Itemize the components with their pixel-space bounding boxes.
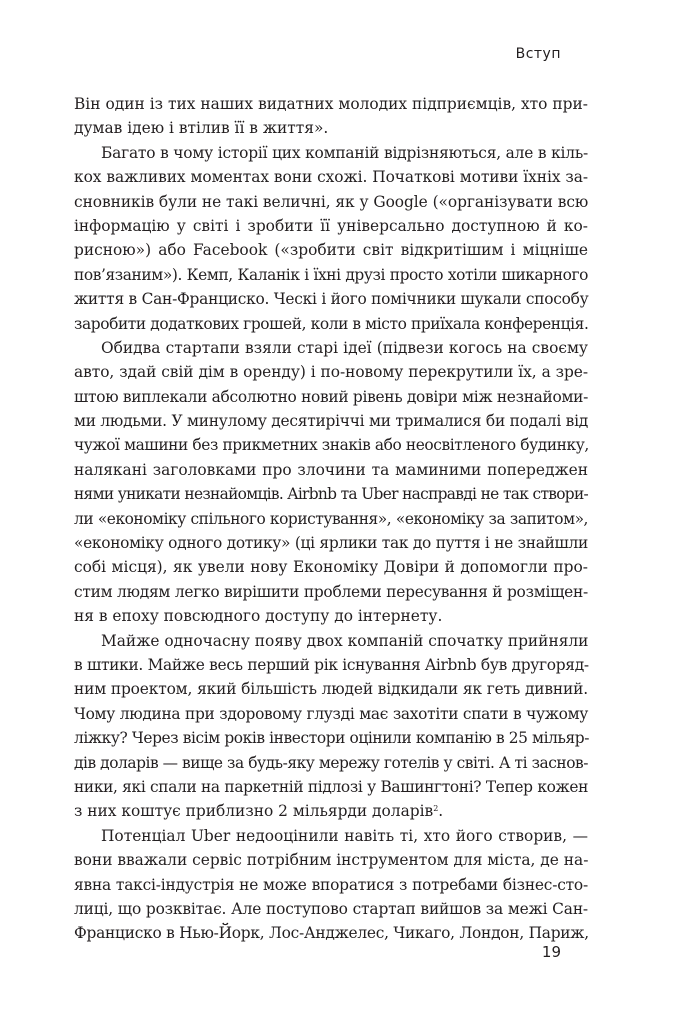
text-line	[74, 214, 588, 238]
text-line	[74, 458, 588, 482]
text-line	[74, 580, 588, 604]
text-line-content: собі місця), як увели нову Економіку Довіри й допомогли про-	[74, 558, 588, 577]
text-line	[74, 287, 588, 311]
text-line	[74, 848, 588, 872]
text-line	[74, 433, 588, 457]
text-line	[74, 141, 588, 165]
text-line-content: ники, які спали на паркетній підлозі у Вашингтоні? Тепер кожен	[74, 777, 588, 796]
text-line	[74, 751, 588, 775]
text-line-content: «економіку одного дотику» (ці ярлики так до пуття і не знайшли	[74, 534, 588, 553]
text-line-content: пов’язаним»). Кемп, Каланік і їхні друзі просто хотіли шикарного	[74, 265, 588, 284]
text-line	[74, 653, 588, 677]
text-line-content: Він один із тих наших видатних молодих підприємців, хто при-	[74, 95, 588, 113]
text-line	[74, 555, 588, 579]
text-line	[74, 873, 588, 897]
text-line	[74, 360, 588, 384]
text-line-content: вони вважали сервіс потрібним інструментом для міста, де на-	[74, 851, 589, 870]
text-line-content: Франциско в Нью-Йорк, Лос-Анджелес, Чикаго, Лондон, Париж,	[74, 924, 589, 943]
text-line	[74, 604, 588, 628]
text-line-content: Багато в чому історії цих компаній відрізняються, але в кіль-	[101, 143, 588, 162]
text-line	[74, 702, 588, 726]
text-line-content: ним проектом, який більшість людей відкидали як геть дивний.	[74, 680, 588, 699]
text-line	[74, 336, 588, 360]
text-line-content: налякані заголовками про злочини та маминими попереджен	[74, 460, 588, 479]
text-line	[74, 92, 588, 116]
text-line	[74, 409, 588, 433]
text-line	[74, 726, 588, 750]
text-line-content: авто, здай свій дім в оренду) і по-новому перекрутили їх, а зре-	[74, 363, 588, 382]
text-line-content: нями уникати незнайомців. Airbnb та Uber насправді не так створи-	[74, 485, 588, 504]
text-line-content: лиці, що розквітає. Але поступово стартап вийшов за межі Сан-	[74, 899, 588, 918]
text-line-content: в штики. Майже весь перший рік існування Airbnb був другоряд-	[74, 655, 589, 674]
text-line	[74, 190, 588, 214]
text-line-content: з них коштує приблизно 2 мільярди доларів	[74, 802, 434, 821]
text-line	[74, 263, 588, 287]
text-line	[74, 385, 588, 409]
text-line-content: сновників були не такі величні, як у Google («організувати всю	[74, 192, 589, 211]
text-line-content: ми людьми. У минулому десятиріччі ми трималися би подалі від	[74, 412, 588, 431]
text-line	[74, 799, 588, 823]
text-line-content: явна таксі-індустрія не може впоратися з потребами бізнес-сто-	[74, 875, 588, 894]
text-line	[74, 238, 588, 262]
body-text	[74, 92, 588, 946]
text-line	[74, 482, 588, 506]
text-line	[74, 507, 588, 531]
text-line-content: штою виплекали абсолютно новий рівень довіри між незнайоми-	[74, 387, 588, 406]
text-line	[74, 629, 588, 653]
text-line-content: ня в епоху повсюдного доступу до інтернету.	[74, 607, 443, 626]
text-line-content: дів доларів — вище за будь-яку мережу готелів у світі. А ті заснов-	[74, 753, 588, 772]
text-line-content: чужої машини без прикметних знаків або неосвітленого будинку,	[74, 436, 589, 455]
text-line	[74, 312, 588, 336]
text-line	[74, 775, 588, 799]
text-line-content: Обидва стартапи взяли старі ідеї (підвези когось на своєму	[101, 338, 588, 357]
text-line	[74, 116, 588, 140]
text-line-content: ліжку? Через вісім років інвестори оцінили компанію в 25 мільяр-	[74, 729, 590, 748]
running-header-section-title: Вступ	[515, 46, 561, 62]
text-line	[74, 165, 588, 189]
text-line	[74, 531, 588, 555]
text-line-content: стим людям легко вирішити проблеми пересування й розміщен-	[74, 582, 588, 601]
text-line-content: заробити додаткових грошей, коли в місто приїхала конференція.	[74, 314, 589, 333]
text-line-tail: .	[438, 802, 444, 821]
text-line	[74, 921, 588, 945]
text-line-content: ли «економіку спільного користування», «економіку за запитом»,	[74, 509, 588, 528]
text-line	[74, 677, 588, 701]
text-line-content: Потенціал Uber недооцінили навіть ті, хто його створив, —	[101, 826, 588, 845]
page-number: 19	[541, 943, 561, 961]
text-line	[74, 824, 588, 848]
text-line-content: життя в Сан-Франциско. Ческі і його помічники шукали способу	[74, 290, 589, 309]
text-line-content: Майже одночасну появу двох компаній спочатку прийняли	[101, 631, 589, 650]
text-line-content: Чому людина при здоровому глузді має захотіти спати в чужому	[74, 704, 588, 723]
text-line-content: кох важливих моментах вони схожі. Початкові мотиви їхніх за-	[74, 168, 588, 187]
footnote-marker[interactable]: 2	[433, 804, 439, 814]
text-line-content: інформацію у світі і зробити її універсально доступною й ко-	[74, 216, 588, 235]
text-line-content: думав ідею і втілив її в життя».	[74, 119, 329, 138]
text-line-content: рисною») або Facebook («зробити світ відкритішим і міцніше	[74, 241, 588, 260]
text-line	[74, 897, 588, 921]
